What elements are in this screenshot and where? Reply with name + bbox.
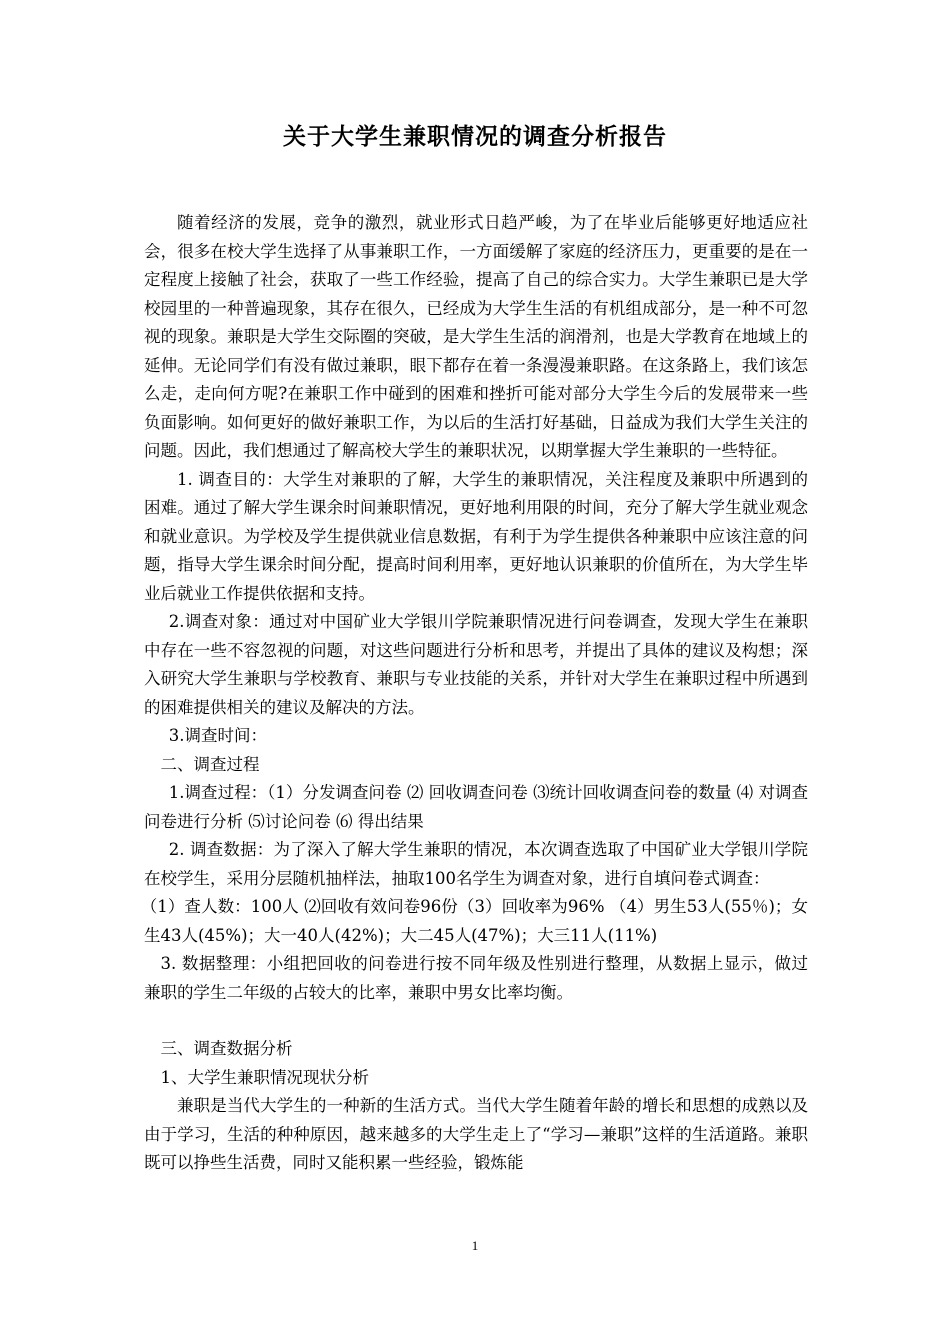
document-body (140, 209, 808, 1178)
subject-paragraph: 2.调查对象：通过对中国矿业大学银川学院兼职情况进行问卷调查，发现大学生在兼职中存在一些不容忽视的问题，对这些问题进行分析和思考，并提出了具体的建议及构想；深入研究大学生兼职与学校教育、兼职与专业技能的关系，并针对大学生在兼职过程中所遇到的困难提供相关的建议及解决的方法。 (144, 612, 808, 717)
page-number: 1 (471, 1238, 479, 1253)
subsection-heading: 1、大学生兼职情况现状分析 (160, 1067, 369, 1087)
statistics-paragraph: （1）查人数：100人 ⑵回收有效问卷96份（3）回收率为96% （4）男生53人(55％)；女生43人(45%)；大一40人(42%)；大二45人(47%)；大三11人(11%) (140, 897, 808, 945)
paragraph-gap (144, 1007, 808, 1035)
process-paragraph: 1.调查过程：（1）分发调查问卷 ⑵ 回收调查问卷 ⑶统计回收调查问卷的数量 ⑷ 对调查问卷进行分析 ⑸讨论问卷 ⑹ 得出结果 (144, 783, 808, 831)
data-paragraph: 2. 调查数据：为了深入了解大学生兼职的情况，本次调查选取了中国矿业大学银川学院在校学生，采用分层随机抽样法，抽取100名学生为调查对象，进行自填问卷式调查： (144, 840, 808, 888)
intro-paragraph: 随着经济的发展，竞争的激烈，就业形式日趋严峻，为了在毕业后能够更好地适应社会，很多在校大学生选择了从事兼职工作，一方面缓解了家庭的经济压力，更重要的是在一定程度上接触了社会，获取了一些工作经验，提高了自己的综合实力。大学生兼职已是大学校园里的一种普遍现象，其存在很久，已经成为大学生生活的有机组成部分，是一种不可忽视的现象。兼职是大学生交际圈的突破，是大学生生活的润滑剂，也是大学教育在地域上的延伸。无论同学们有没有做过兼职，眼下都存在着一条漫漫兼职路。在这条路上，我们该怎么走，走向何方呢?在兼职工作中碰到的困难和挫折可能对部分大学生今后的发展带来一些负面影响。如何更好的做好兼职工作，为以后的生活打好基础，日益成为我们大学生关注的问题。因此，我们想通过了解高校大学生的兼职状况，以期掌握大学生兼职的一些特征。 (144, 213, 808, 460)
analysis-paragraph: 兼职是当代大学生的一种新的生活方式。当代大学生随着年龄的增长和思想的成熟以及由于学习，生活的种种原因，越来越多的大学生走上了“学习—兼职”这样的生活道路。兼职既可以挣些生活费，同时又能积累一些经验，锻炼能 (144, 1096, 808, 1172)
organize-paragraph: 3. 数据整理：小组把回收的问卷进行按不同年级及性别进行整理，从数据上显示，做过兼职的学生二年级的占较大的比率，兼职中男女比率均衡。 (144, 954, 808, 1002)
section-heading-process: 二、调查过程 (160, 754, 260, 774)
purpose-paragraph: 1. 调查目的：大学生对兼职的了解，大学生的兼职情况，关注程度及兼职中所遇到的困难。通过了解大学生课余时间兼职情况，更好地利用限的时间，充分了解大学生就业观念和就业意识。为学校及学生提供就业信息数据，有利于为学生提供各种兼职中应该注意的问题，指导大学生课余时间分配，提高时间利用率，更好地认识兼职的价值所在，为大学生毕业后就业工作提供依据和支持。 (144, 469, 808, 603)
time-paragraph: 3.调查时间： (168, 726, 267, 745)
section-heading-analysis: 三、调查数据分析 (160, 1039, 293, 1058)
document-title: 关于大学生兼职情况的调查分析报告 (283, 124, 667, 150)
